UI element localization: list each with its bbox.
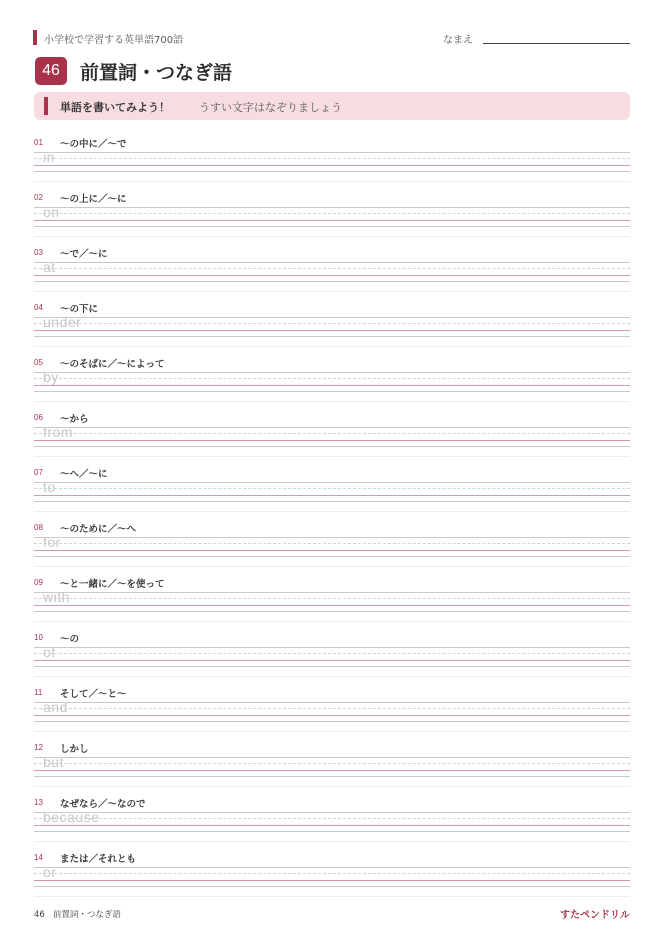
word-meaning: ～から bbox=[60, 414, 89, 425]
mid-guide-line bbox=[34, 433, 630, 434]
word-practice-list bbox=[34, 130, 630, 900]
word-meaning: ～の中に／～で bbox=[60, 139, 127, 150]
base-guide-line bbox=[34, 660, 630, 661]
mid-guide-line bbox=[34, 488, 630, 489]
word-meaning: しかし bbox=[60, 744, 89, 755]
writing-lines[interactable] bbox=[34, 259, 630, 281]
word-meaning: ～で／～に bbox=[60, 249, 108, 260]
top-guide-line bbox=[34, 152, 630, 153]
top-guide-line bbox=[34, 867, 630, 868]
base-guide-line bbox=[34, 330, 630, 331]
bottom-guide-line bbox=[34, 226, 630, 227]
row-divider bbox=[34, 566, 630, 567]
row-divider bbox=[34, 456, 630, 457]
word-meaning: なぜなら／～なので bbox=[60, 799, 146, 810]
row-divider bbox=[34, 181, 630, 182]
writing-lines[interactable] bbox=[34, 864, 630, 886]
writing-lines[interactable] bbox=[34, 534, 630, 556]
word-meaning: ～の下に bbox=[60, 304, 99, 315]
writing-lines[interactable] bbox=[34, 754, 630, 776]
word-row bbox=[34, 130, 630, 185]
trace-word: and bbox=[43, 699, 68, 715]
top-guide-line bbox=[34, 262, 630, 263]
bottom-guide-line bbox=[34, 886, 630, 887]
mid-guide-line bbox=[34, 653, 630, 654]
bottom-guide-line bbox=[34, 501, 630, 502]
mid-guide-line bbox=[34, 598, 630, 599]
row-divider bbox=[34, 786, 630, 787]
word-row bbox=[34, 790, 630, 845]
base-guide-line bbox=[34, 550, 630, 551]
row-divider bbox=[34, 401, 630, 402]
mid-guide-line bbox=[34, 543, 630, 544]
word-row bbox=[34, 295, 630, 350]
bottom-guide-line bbox=[34, 391, 630, 392]
trace-word: for bbox=[43, 534, 61, 550]
word-meaning: ～のそばに／～によって bbox=[60, 359, 165, 370]
word-row bbox=[34, 735, 630, 790]
base-guide-line bbox=[34, 275, 630, 276]
trace-word: by bbox=[43, 369, 59, 385]
base-guide-line bbox=[34, 385, 630, 386]
word-meaning: ～と一緒に／～を使って bbox=[60, 579, 165, 590]
word-number: 12 bbox=[34, 743, 43, 752]
base-guide-line bbox=[34, 220, 630, 221]
top-guide-line bbox=[34, 482, 630, 483]
writing-lines[interactable] bbox=[34, 809, 630, 831]
row-divider bbox=[34, 731, 630, 732]
mid-guide-line bbox=[34, 378, 630, 379]
trace-word: in bbox=[43, 149, 55, 165]
word-meaning: または／それとも bbox=[60, 854, 137, 865]
series-accent-bar bbox=[33, 30, 37, 45]
series-title: 小学校で学習する英単語700語 bbox=[44, 35, 184, 46]
word-row bbox=[34, 625, 630, 680]
writing-lines[interactable] bbox=[34, 479, 630, 501]
top-guide-line bbox=[34, 207, 630, 208]
word-number: 13 bbox=[34, 798, 43, 807]
word-meaning: ～の bbox=[60, 634, 80, 645]
top-guide-line bbox=[34, 427, 630, 428]
writing-lines[interactable] bbox=[34, 204, 630, 226]
trace-word: to bbox=[43, 479, 56, 495]
word-number: 03 bbox=[34, 248, 43, 257]
word-number: 02 bbox=[34, 193, 43, 202]
top-guide-line bbox=[34, 317, 630, 318]
word-number: 08 bbox=[34, 523, 43, 532]
lesson-title: 前置詞・つなぎ語 bbox=[80, 62, 233, 84]
word-number: 14 bbox=[34, 853, 43, 862]
mid-guide-line bbox=[34, 158, 630, 159]
base-guide-line bbox=[34, 715, 630, 716]
footer-page-info bbox=[34, 908, 121, 920]
mid-guide-line bbox=[34, 213, 630, 214]
word-row bbox=[34, 240, 630, 295]
word-row bbox=[34, 570, 630, 625]
base-guide-line bbox=[34, 165, 630, 166]
word-row bbox=[34, 405, 630, 460]
base-guide-line bbox=[34, 440, 630, 441]
word-row bbox=[34, 845, 630, 900]
bottom-guide-line bbox=[34, 776, 630, 777]
row-divider bbox=[34, 676, 630, 677]
writing-lines[interactable] bbox=[34, 149, 630, 171]
top-guide-line bbox=[34, 757, 630, 758]
mid-guide-line bbox=[34, 708, 630, 709]
writing-lines[interactable] bbox=[34, 589, 630, 611]
trace-word: but bbox=[43, 754, 64, 770]
word-row bbox=[34, 460, 630, 515]
trace-word: at bbox=[43, 259, 56, 275]
row-divider bbox=[34, 291, 630, 292]
trace-word: from bbox=[43, 424, 73, 440]
word-row bbox=[34, 350, 630, 405]
instruction-label: 単語を書いてみよう！ bbox=[60, 101, 170, 114]
bottom-guide-line bbox=[34, 611, 630, 612]
writing-lines[interactable] bbox=[34, 699, 630, 721]
trace-word: with bbox=[43, 589, 70, 605]
word-number: 07 bbox=[34, 468, 43, 477]
trace-word: on bbox=[43, 204, 60, 220]
word-number: 10 bbox=[34, 633, 43, 642]
name-label: なまえ bbox=[443, 35, 473, 46]
top-guide-line bbox=[34, 702, 630, 703]
writing-lines[interactable] bbox=[34, 314, 630, 336]
base-guide-line bbox=[34, 495, 630, 496]
word-number: 09 bbox=[34, 578, 43, 587]
mid-guide-line bbox=[34, 268, 630, 269]
word-number: 04 bbox=[34, 303, 43, 312]
mid-guide-line bbox=[34, 323, 630, 324]
top-guide-line bbox=[34, 592, 630, 593]
trace-word: under bbox=[43, 314, 82, 330]
base-guide-line bbox=[34, 605, 630, 606]
row-divider bbox=[34, 346, 630, 347]
word-number: 06 bbox=[34, 413, 43, 422]
word-number: 05 bbox=[34, 358, 43, 367]
bottom-guide-line bbox=[34, 721, 630, 722]
top-guide-line bbox=[34, 647, 630, 648]
word-meaning: ～のために／～へ bbox=[60, 524, 137, 535]
mid-guide-line bbox=[34, 763, 630, 764]
writing-lines[interactable] bbox=[34, 369, 630, 391]
bottom-guide-line bbox=[34, 336, 630, 337]
word-row bbox=[34, 680, 630, 735]
top-guide-line bbox=[34, 812, 630, 813]
word-number: 11 bbox=[34, 688, 43, 697]
row-divider bbox=[34, 896, 630, 897]
name-write-line[interactable] bbox=[483, 43, 630, 44]
row-divider bbox=[34, 511, 630, 512]
trace-word: because bbox=[43, 809, 100, 825]
writing-lines[interactable] bbox=[34, 644, 630, 666]
instruction-accent-bar bbox=[44, 97, 48, 115]
mid-guide-line bbox=[34, 818, 630, 819]
footer-lesson-title: 前置詞・つなぎ語 bbox=[52, 910, 121, 920]
base-guide-line bbox=[34, 825, 630, 826]
word-number: 01 bbox=[34, 138, 43, 147]
page-header bbox=[33, 29, 630, 47]
top-guide-line bbox=[34, 537, 630, 538]
row-divider bbox=[34, 841, 630, 842]
footer-brand: すたペンドリル bbox=[560, 910, 630, 921]
bottom-guide-line bbox=[34, 171, 630, 172]
instruction-banner bbox=[34, 92, 630, 120]
word-meaning: ～へ／～に bbox=[60, 469, 108, 480]
bottom-guide-line bbox=[34, 446, 630, 447]
top-guide-line bbox=[34, 372, 630, 373]
word-meaning: そして／～と～ bbox=[60, 689, 127, 700]
bottom-guide-line bbox=[34, 281, 630, 282]
bottom-guide-line bbox=[34, 556, 630, 557]
row-divider bbox=[34, 236, 630, 237]
word-row bbox=[34, 185, 630, 240]
word-meaning: ～の上に／～に bbox=[60, 194, 127, 205]
base-guide-line bbox=[34, 770, 630, 771]
mid-guide-line bbox=[34, 873, 630, 874]
trace-word: of bbox=[43, 644, 56, 660]
footer-page-number: 46 bbox=[34, 910, 45, 920]
bottom-guide-line bbox=[34, 831, 630, 832]
row-divider bbox=[34, 621, 630, 622]
trace-word: or bbox=[43, 864, 57, 880]
lesson-number-badge: 46 bbox=[35, 57, 67, 85]
writing-lines[interactable] bbox=[34, 424, 630, 446]
bottom-guide-line bbox=[34, 666, 630, 667]
instruction-subtext: うすい文字はなぞりましょう bbox=[199, 101, 342, 114]
base-guide-line bbox=[34, 880, 630, 881]
word-row bbox=[34, 515, 630, 570]
